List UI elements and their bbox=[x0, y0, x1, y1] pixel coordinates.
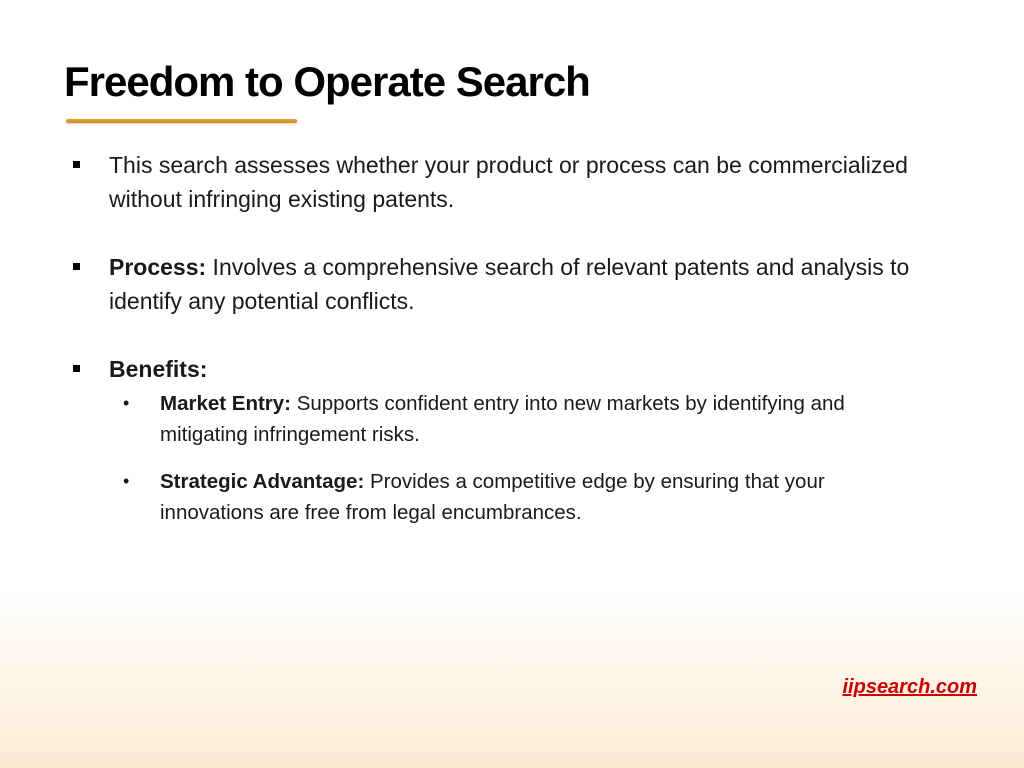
bullet-label: Process: bbox=[109, 254, 207, 280]
dot-bullet-icon: • bbox=[123, 471, 130, 491]
title-underline bbox=[66, 119, 297, 123]
bullet-item bbox=[0, 352, 1024, 528]
square-bullet-icon bbox=[73, 365, 80, 372]
sub-bullet-item bbox=[123, 466, 914, 528]
dot-bullet-icon: • bbox=[123, 393, 130, 413]
sub-bullet-label: Strategic Advantage: bbox=[160, 470, 365, 493]
bullet-item bbox=[0, 148, 1024, 216]
bullet-item bbox=[0, 250, 1024, 318]
bullet-label: Benefits: bbox=[109, 356, 208, 382]
sub-bullet-label: Market Entry: bbox=[160, 392, 292, 415]
bullet-list bbox=[0, 148, 1024, 528]
sub-bullet-item bbox=[123, 388, 914, 450]
sub-bullet-text: Supports confident entry into new markets by identifying and mitigating infringement risks. bbox=[160, 392, 845, 446]
slide-title: Freedom to Operate Search bbox=[64, 58, 590, 105]
square-bullet-icon bbox=[73, 263, 80, 270]
sub-bullet-list bbox=[109, 388, 914, 528]
sub-bullet-text: Provides a competitive edge by ensuring that your innovations are free from legal encumbrances. bbox=[160, 470, 825, 524]
bullet-text: Involves a comprehensive search of relevant patents and analysis to identify any potential conflicts. bbox=[109, 254, 910, 314]
bullet-text: This search assesses whether your product or process can be commercialized without infringing existing patents. bbox=[109, 152, 908, 212]
website-link[interactable]: iipsearch.com bbox=[842, 676, 977, 698]
square-bullet-icon bbox=[73, 161, 80, 168]
